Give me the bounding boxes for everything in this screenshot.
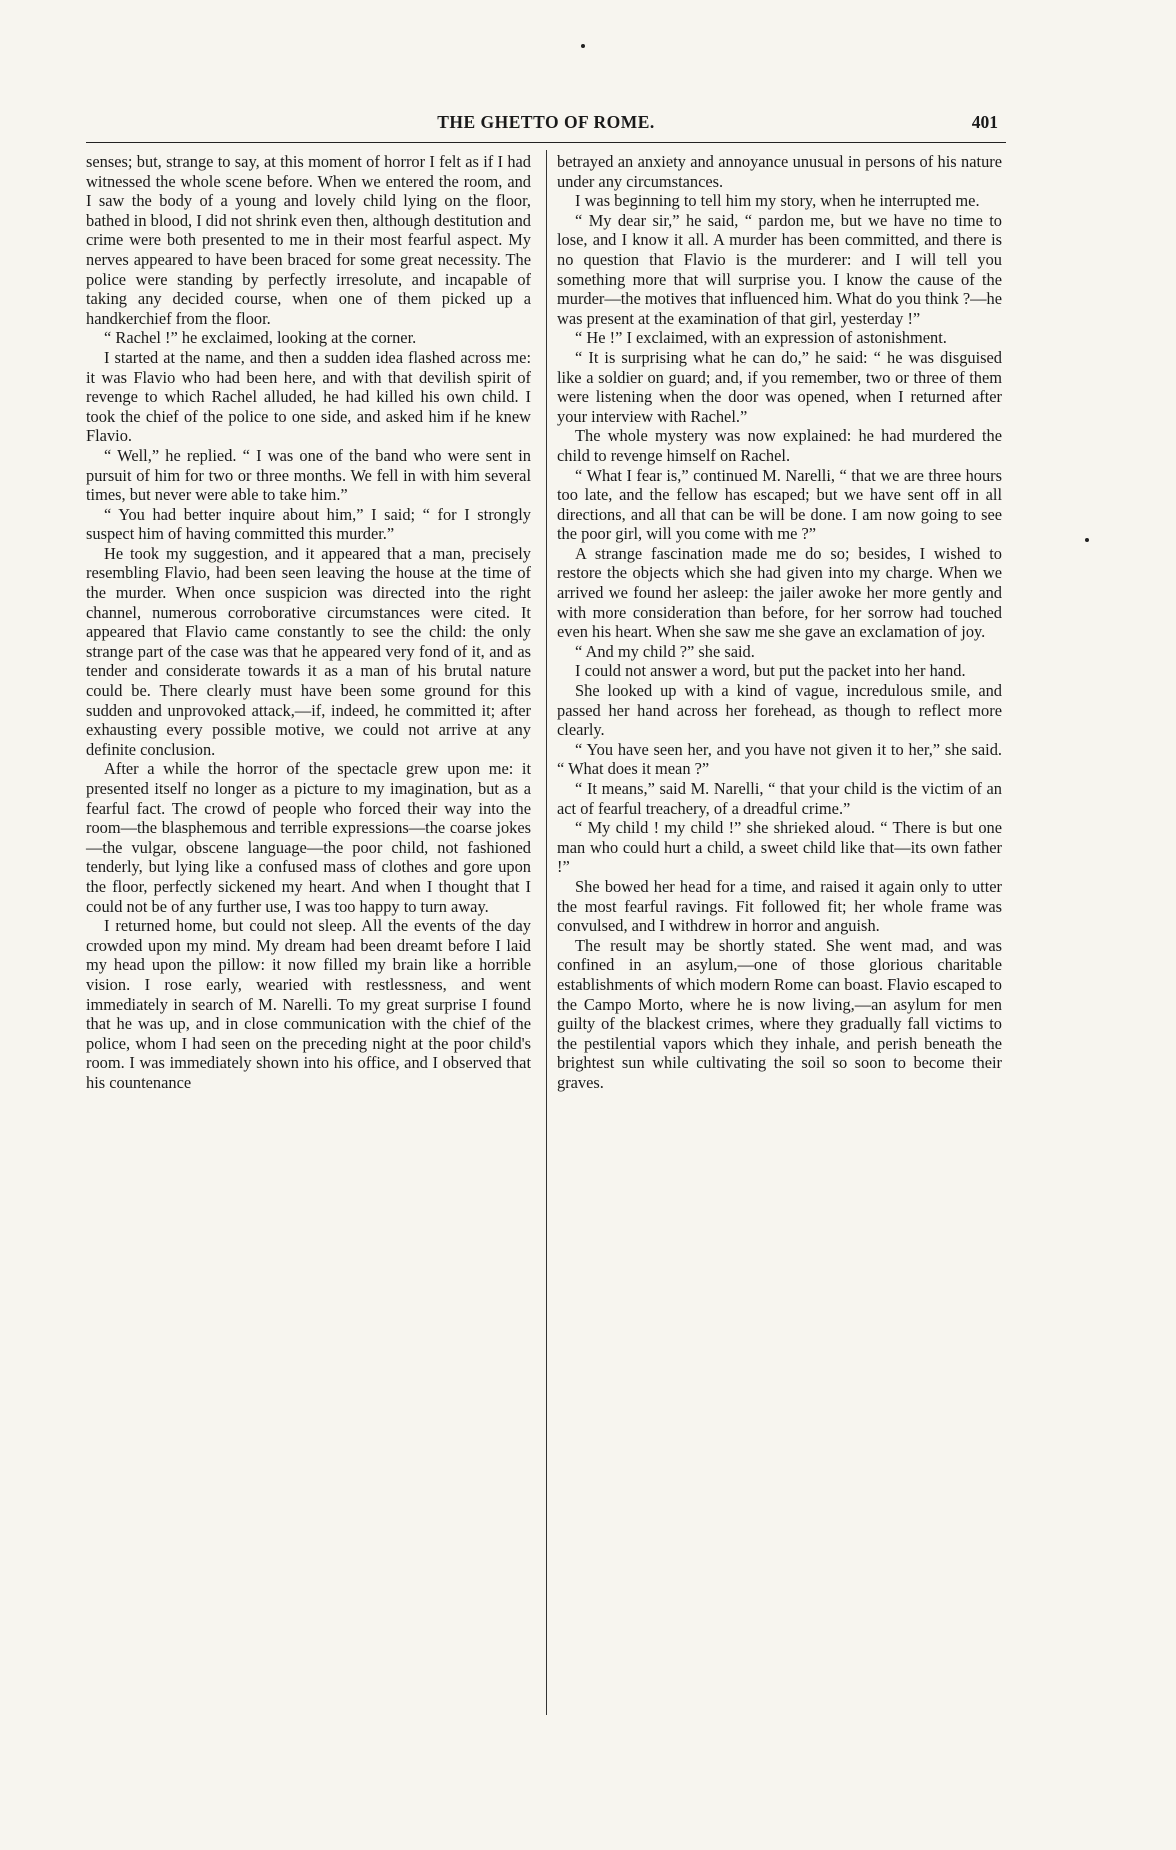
paragraph: He took my suggestion, and it appeared that a man, precisely resembling Flavio, had been seen leaving the house at the time of the murder. When once suspicion was directed into the right channel, numerous corroborative circumstances were cited. It appeared that Flavio came constantly to see the child: the only strange part of the case was that he appeared very fond of it, and as tender and considerate towards it as a man of his brutal nature could be. There clearly must have been some ground for this sudden and unprovoked attack,—if, indeed, he committed it; after exhausting every possible motive, we could not arrive at any definite conclusion. [86, 543, 531, 759]
paragraph: “ He !” I exclaimed, with an expression of astonishment. [575, 328, 947, 348]
page-header [86, 110, 1006, 143]
paragraph: I could not answer a word, but put the packet into her hand. [575, 661, 966, 681]
paragraph: After a while the horror of the spectacle grew upon me: it presented itself no longer as a picture to my imagination, but as a fearful fact. The crowd of people who forced their way into the room—the blasphemous and terrible expressions—the coarse jokes—the vulgar, obscene language—the poor child, not fashioned tenderly, but lying like a confused mass of clothes and gore upon the floor, perfectly sickened my heart. And when I thought that I could not be of any further use, I was too happy to turn away. [86, 759, 531, 916]
page-number: 401 [971, 112, 998, 132]
paragraph: I returned home, but could not sleep. All the events of the day crowded upon my mind. My dream had been dreamt before I laid my head upon the pillow: it now filled my brain like a horrible vision. I rose early, wearied with restlessness, and went immediately in search of M. Narelli. To my great surprise I found that he was up, and in close communication with the chief of the police, whom I had seen on the preceding night at the poor child's room. I was immediately shown into his office, and I observed that his countenance [86, 916, 531, 1092]
ink-speck [581, 44, 585, 48]
paragraph: The whole mystery was now explained: he had murdered the child to revenge himself on Rachel. [557, 426, 1002, 465]
paragraph: “ My dear sir,” he said, “ pardon me, but we have no time to lose, and I know it all. A murder has been committed, and there is no question that Flavio is the murderer: and I will tell you something more that will surprise you. I know the cause of the murder—the motives that influenced him. What do you think ?—he was present at the examination of that girl, yesterday !” [557, 210, 1002, 328]
paragraph: “ You have seen her, and you have not given it to her,” she said. “ What does it mean ?” [557, 739, 1002, 779]
paragraph: A strange fascination made me do so; besides, I wished to restore the objects which she had given into my charge. When we arrived we found her asleep: the jailer awoke her more gently and with more consideration than before, for her sorrow had touched even his heart. When she saw me she gave an exclamation of joy. [557, 543, 1002, 642]
left-column [86, 152, 531, 1093]
column-divider [546, 150, 547, 1715]
right-column [557, 152, 1002, 1093]
running-title: THE GHETTO OF ROME. [437, 112, 655, 132]
ink-speck [1085, 538, 1089, 542]
paragraph: “ Well,” he replied. “ I was one of the band who were sent in pursuit of him for two or three months. We fell in with him several times, but never were able to take him.” [86, 445, 531, 505]
paragraph: “ You had better inquire about him,” I said; “ for I strongly suspect him of having committed this murder.” [86, 504, 531, 544]
paragraph: The result may be shortly stated. She went mad, and was confined in an asylum,—one of those glorious charitable establishments of which modern Rome can boast. Flavio escaped to the Campo Morto, where he is now living,—an asylum for men guilty of the blackest crimes, where they gradually fall victims to the pestilential vapors which they inhale, and perish beneath the brightest sun while cultivating the soil so soon to become their graves. [557, 935, 1002, 1092]
paragraph: “ What I fear is,” continued M. Narelli, “ that we are three hours too late, and the fellow has escaped; but we have sent off in all directions, and all that can be will be done. I am now going to see the poor girl, will you come with me ?” [557, 465, 1002, 544]
paragraph: “ It is surprising what he can do,” he said: “ he was disguised like a soldier on guard; and, if you remember, two or three of them were listening when the door was opened, when I returned after your interview with Rachel.” [557, 347, 1002, 426]
paragraph: I started at the name, and then a sudden idea flashed across me: it was Flavio who had been here, and with that devilish spirit of revenge to which Rachel alluded, he had killed his own child. I took the chief of the police to one side, and asked him if he knew Flavio. [86, 347, 531, 446]
paragraph: “ Rachel !” he exclaimed, looking at the corner. [104, 328, 417, 348]
paragraph: She looked up with a kind of vague, incredulous smile, and passed her hand across her forehead, as though to reflect more clearly. [557, 681, 1002, 740]
paragraph: I was beginning to tell him my story, when he interrupted me. [575, 191, 980, 211]
paragraph: senses; but, strange to say, at this moment of horror I felt as if I had witnessed the whole scene before. When we entered the room, and I saw the body of a young and lovely child lying on the floor, bathed in blood, I did not shrink even then, although destitution and crime were both presented to me in their most fearful aspect. My nerves appeared to have been braced for some great necessity. The police were standing by perfectly irresolute, and incapable of taking any decided course, when one of them picked up a handkerchief from the floor. [86, 152, 531, 328]
paragraph: “ It means,” said M. Narelli, “ that your child is the victim of an act of fearful treachery, of a dreadful crime.” [557, 779, 1002, 818]
paragraph: She bowed her head for a time, and raised it again only to utter the most fearful ravings. Fit followed fit; her whole frame was convulsed, and I withdrew in horror and anguish. [557, 876, 1002, 936]
paragraph: “ And my child ?” she said. [575, 641, 755, 661]
paragraph: betrayed an anxiety and annoyance unusual in persons of his nature under any circumstances. [557, 152, 1002, 191]
paragraph: “ My child ! my child !” she shrieked aloud. “ There is but one man who could hurt a child, a sweet child like that—its own father !” [557, 818, 1002, 877]
